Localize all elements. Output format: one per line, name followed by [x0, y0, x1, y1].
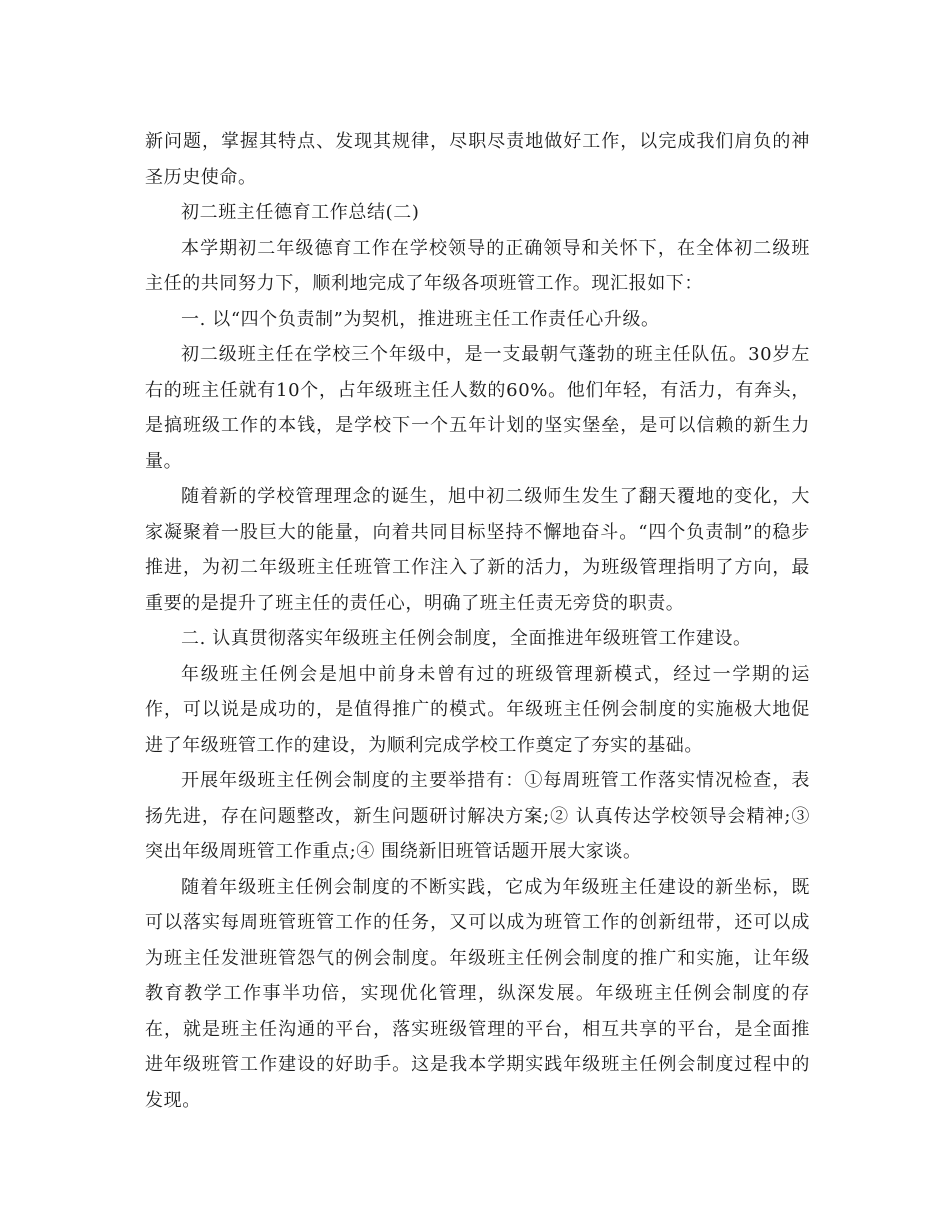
section-title: 初二班主任德育工作总结(二): [181, 202, 420, 223]
heading-one: 一. 以“四个负责制”为契机，推进班主任工作责任心升级。: [181, 308, 660, 330]
paragraph-changes: 随着新的学校管理理念的诞生，旭中初二级师生发生了翻天覆地的变化，大家凝聚着一股巨大的能量，向着共同目标坚持不懈地奋斗。“四个负责制”的稳步推进，为初二年级班主任班管工作注入了新的活力，为班级管理指明了方向，最重要的是提升了班主任的责任心，明确了班主任责无旁贷的职责。: [145, 486, 810, 614]
document-body: [145, 124, 810, 1118]
paragraph-practice: 随着年级班主任例会制度的不断实践，它成为年级班主任建设的新坐标，既可以落实每周班管班管工作的任务，又可以成为班管工作的创新纽带，还可以成为班主任发泄班管怨气的例会制度。年级班主任例会制度的推广和实施，让年级教育教学工作事半功倍，实现优化管理，纵深发展。年级班主任例会制度的存在，就是班主任沟通的平台，落实班级管理的平台，相互共享的平台，是全面推进年级班管工作建设的好助手。这是我本学期实践年级班主任例会制度过程中的发现。: [145, 876, 810, 1111]
paragraph-continuation: 新问题，掌握其特点、发现其规律，尽职尽责地做好工作，以完成我们肩负的神圣历史使命。: [145, 131, 810, 188]
paragraph-intro: 本学期初二年级德育工作在学校领导的正确领导和关怀下，在全体初二级班主任的共同努力下，顺利地完成了年级各项班管工作。现汇报如下：: [145, 237, 810, 294]
paragraph-meeting: 年级班主任例会是旭中前身未曾有过的班级管理新模式，经过一学期的运作，可以说是成功的，是值得推广的模式。年级班主任例会制度的实施极大地促进了年级班管工作的建设，为顺利完成学校工作奠定了夯实的基础。: [145, 663, 810, 756]
heading-two: 二. 认真贯彻落实年级班主任例会制度，全面推进年级班管工作建设。: [181, 628, 752, 649]
paragraph-team: 初二级班主任在学校三个年级中，是一支最朝气蓬勃的班主任队伍。30岁左右的班主任就有10个，占年级班主任人数的60%。他们年轻，有活力，有奔头，是搞班级工作的本钱，是学校下一个五年计划的坚实堡垒，是可以信赖的新生力量。: [145, 344, 810, 472]
paragraph-measures: 开展年级班主任例会制度的主要举措有：①每周班管工作落实情况检查，表扬先进，存在问题整改，新生问题研讨解决方案;② 认真传达学校领导会精神;③突出年级周班管工作重点;④ 围绕新旧班管话题开展大家谈。: [145, 770, 810, 862]
